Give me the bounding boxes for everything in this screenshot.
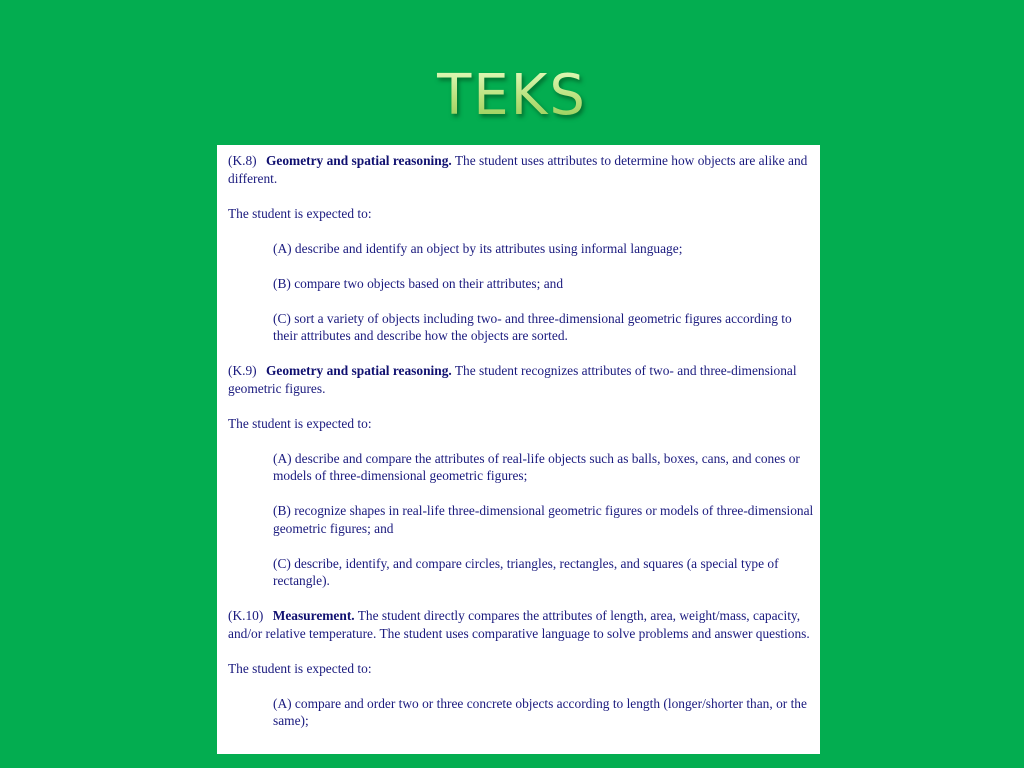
section-k8-heading: Geometry and spatial reasoning.: [266, 153, 452, 168]
section-k8-item-b: (B) compare two objects based on their attributes; and: [273, 275, 564, 291]
section-k10-heading: Measurement.: [272, 608, 355, 623]
section-k9-item-b: (B) recognize shapes in real-life three-dimensional geometric figures or models of three-dimensional geometric figures; and: [273, 503, 814, 536]
section-k8-intro: [228, 152, 816, 187]
section-k8-item-a: (A) describe and identify an object by its attributes using informal language;: [273, 240, 683, 256]
teks-document-panel: [217, 145, 820, 754]
section-k10-code: (K.10): [228, 608, 264, 623]
section-k9-item-c: (C) describe, identify, and compare circles, triangles, rectangles, and squares (a special type of rectangle).: [273, 555, 779, 588]
section-k9-heading: Geometry and spatial reasoning.: [266, 363, 452, 378]
teks-document-text: [228, 152, 816, 747]
slide-title: TEKS: [0, 62, 1024, 130]
section-k9-intro: [228, 362, 816, 397]
section-k9-expected: The student is expected to:: [228, 415, 372, 431]
section-k9-code: (K.9): [228, 363, 257, 378]
section-k8-expected: The student is expected to:: [228, 205, 372, 221]
section-k10-expected: The student is expected to:: [228, 660, 372, 676]
section-k10-intro: [228, 607, 816, 642]
section-k9-item-a: (A) describe and compare the attributes of real-life objects such as balls, boxes, cans, and cones or models of three-dimensional geometric figures;: [273, 450, 800, 483]
section-k9-text: The student recognizes attributes of two- and three-dimensional geometric figures.: [228, 363, 797, 396]
section-k10-text: The student directly compares the attributes of length, area, weight/mass, capacity, and/or relative temperature. The student uses comparative language to solve problems and answer questions.: [228, 608, 810, 641]
section-k10-item-a: (A) compare and order two or three concrete objects according to length (longer/shorter than, or the same);: [273, 695, 807, 728]
section-k8-code: (K.8): [228, 153, 257, 168]
section-k8-text: The student uses attributes to determine how objects are alike and different.: [228, 153, 808, 186]
section-k8-item-c: (C) sort a variety of objects including two- and three-dimensional geometric figures according to their attributes and describe how the objects are sorted.: [273, 310, 792, 343]
